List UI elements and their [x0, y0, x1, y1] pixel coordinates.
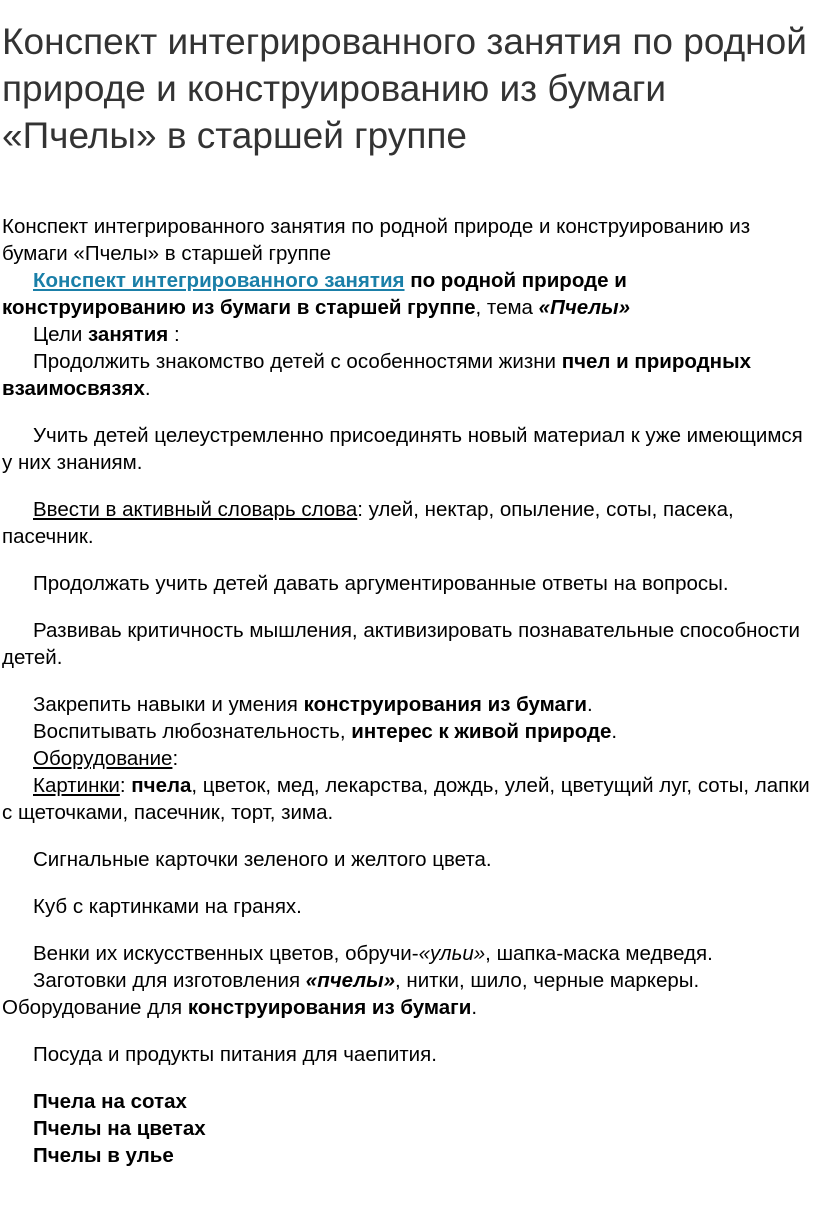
dishes-paragraph: Посуда и продукты питания для чаепития.: [33, 1043, 437, 1066]
goal-5: Развиваь критичность мышления, активизировать познавательные способности детей.: [2, 619, 800, 669]
wreaths-italic: «ульи»: [418, 942, 486, 965]
list-item-1: Пчела на сотах: [33, 1090, 187, 1113]
cards-paragraph: Сигнальные карточки зеленого и желтого цвета.: [33, 848, 492, 871]
pictures-bold: пчела: [131, 774, 192, 797]
goal-7-text: Воспитывать любознательность,: [33, 720, 352, 743]
blanks-paragraph: [2, 967, 816, 994]
equipment-heading: [2, 745, 816, 772]
equipment2-tail: .: [471, 996, 478, 1019]
goal-3-tail: : улей, нектар, опыление, соты, пасека, пасечник.: [2, 498, 734, 548]
wreaths-tail: , шапка-маска медведя.: [485, 942, 713, 965]
list-item: [2, 1115, 816, 1142]
goal-1-tail: .: [144, 377, 151, 400]
equipment2-bold: конструирования из бумаги: [187, 996, 472, 1019]
goal-7: [2, 718, 816, 745]
list-item: [2, 1088, 816, 1115]
topic-theme: «Пчелы»: [538, 296, 631, 319]
topic-link[interactable]: Конспект интегрированного занятия: [33, 269, 405, 292]
pictures-colon: :: [119, 774, 132, 797]
goal-4: Продолжать учить детей давать аргументированные ответы на вопросы.: [33, 572, 729, 595]
page-title: Конспект интегрированного занятия по родной природе и конструированию из бумаги «Пчелы» в старшей группе: [2, 21, 807, 156]
lead-paragraph: Конспект интегрированного занятия по родной природе и конструированию из бумаги «Пчелы» в старшей группе: [2, 215, 751, 265]
goal-6: [2, 691, 816, 718]
wreaths-text: Венки их искусственных цветов, обручи-: [33, 942, 419, 965]
goal-1-bold: пчел и природных взаимосвязях: [2, 350, 751, 400]
equipment-label: Оборудование: [33, 747, 173, 770]
cube-paragraph: Куб с картинками на гранях.: [33, 895, 302, 918]
blanks-text: Заготовки для изготовления: [33, 969, 306, 992]
goal-7-tail: .: [611, 720, 618, 743]
goals-tail: :: [168, 323, 180, 346]
list-item: [2, 1142, 816, 1169]
goal-6-bold: конструирования из бумаги: [303, 693, 588, 716]
topic-text: , тема: [475, 296, 539, 319]
list-item-3: Пчелы в улье: [33, 1144, 174, 1167]
pictures-tail: , цветок, мед, лекарства, дождь, улей, цветущий луг, соты, лапки с щеточками, пасечник, торт, зима.: [2, 774, 810, 824]
blanks-tail: , нитки, шило, черные маркеры.: [394, 969, 700, 992]
pictures-paragraph: [2, 772, 816, 826]
goal-3-underlined: Ввести в активный словарь слова: [33, 498, 358, 521]
pictures-label: Картинки: [33, 774, 120, 797]
equipment-colon: :: [172, 747, 179, 770]
document-body: [0, 213, 816, 1169]
goal-6-tail: .: [587, 693, 593, 716]
equipment2-text: Оборудование для: [2, 996, 188, 1019]
goal-1-text: Продолжить знакомство детей с особенностями жизни: [33, 350, 562, 373]
goal-7-bold: интерес к живой природе: [351, 720, 612, 743]
topic-paragraph: [2, 267, 816, 321]
goal-1: [2, 348, 816, 402]
goals-label: Цели: [33, 323, 88, 346]
equipment2-paragraph: [2, 994, 816, 1021]
goal-2: Учить детей целеустремленно присоединять новый материал к уже имеющимся у них знаниям.: [2, 424, 803, 474]
goal-3: [2, 496, 816, 550]
wreaths-paragraph: [2, 940, 816, 967]
topic-bold: по родной природе и конструированию из бумаги в старшей группе: [2, 269, 627, 319]
blanks-italic: «пчелы»: [305, 969, 395, 992]
goals-heading: [2, 321, 816, 348]
goals-bold: занятия: [88, 323, 169, 346]
goal-6-text: Закрепить навыки и умения: [33, 693, 304, 716]
list-item-2: Пчелы на цветах: [33, 1117, 206, 1140]
